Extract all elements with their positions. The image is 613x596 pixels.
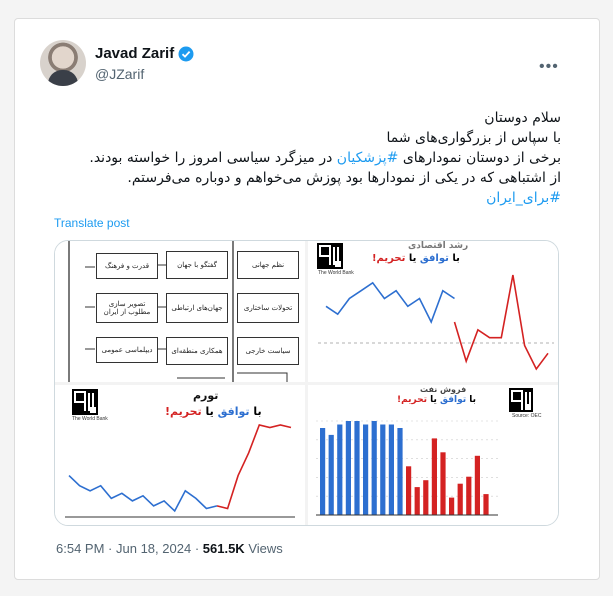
- bar-red: [475, 456, 480, 515]
- subtitle-part: با: [249, 405, 262, 418]
- growth-chart-plot: [308, 241, 559, 382]
- bar-red: [423, 480, 428, 515]
- views-count: 561.5K: [202, 541, 245, 556]
- tweet-line-text: برخی از دوستان نمودارهای: [398, 150, 561, 166]
- tweet-line: از اشتباهی که در یکی از نمودارها بود پوزش می‌خواهم و دوباره می‌فرستم.: [127, 170, 561, 186]
- hashtag-link[interactable]: #پزشکیان: [336, 150, 399, 166]
- tweet-line: [48, 148, 561, 168]
- bar-blue: [320, 428, 325, 515]
- translate-post-link[interactable]: Translate post: [54, 216, 130, 230]
- subtitle-part: با: [466, 395, 477, 405]
- diagram-box: گفتگو با جهان: [166, 251, 228, 279]
- post-time[interactable]: 6:54 PM: [56, 541, 105, 556]
- author-handle[interactable]: @JZarif: [95, 66, 145, 82]
- subtitle-agreement: توافق: [440, 395, 467, 405]
- series-line-red: [217, 425, 291, 509]
- subtitle-part: یا: [201, 405, 218, 418]
- tweet-text: [48, 108, 561, 208]
- diagram-box: نظم جهانی: [237, 251, 299, 279]
- media-image-growth-chart[interactable]: [308, 241, 559, 382]
- bar-red: [406, 466, 411, 515]
- bar-red: [466, 477, 471, 515]
- media-grid: [54, 240, 559, 526]
- tweet-line: سلام دوستان: [484, 110, 561, 126]
- tweet-line: با سپاس از بزرگواری‌های شما: [386, 130, 561, 146]
- bar-blue: [363, 425, 368, 516]
- tweet-line-text: در میزگرد سیاسی امروز را خواسته بودند.: [89, 150, 337, 166]
- subtitle-agreement: توافق: [217, 405, 250, 418]
- bar-red: [440, 452, 445, 515]
- bar-red: [483, 494, 488, 515]
- subtitle-part: یا: [427, 395, 441, 405]
- diagram-box: تصویر سازی مطلوب از ایران: [96, 293, 158, 323]
- subtitle-sanctions: تحریم!: [397, 395, 428, 405]
- subtitle-part: یا: [405, 253, 420, 264]
- diagram-box: همکاری منطقه‌ای: [166, 337, 228, 365]
- author-name-row[interactable]: [95, 45, 194, 62]
- chart-title: تورم: [193, 389, 219, 402]
- bar-red: [458, 484, 463, 515]
- bar-red: [449, 498, 454, 515]
- bar-blue: [329, 435, 334, 515]
- post-date[interactable]: Jun 18, 2024: [116, 541, 192, 556]
- bar-blue: [346, 421, 351, 515]
- bar-blue: [372, 421, 377, 515]
- qr-caption: Source: OEC: [512, 413, 542, 419]
- media-image-inflation-chart[interactable]: [55, 385, 305, 526]
- bar-blue: [354, 421, 359, 515]
- series-line-red: [455, 275, 549, 369]
- media-image-diagram[interactable]: [55, 241, 305, 382]
- oil-chart-plot: [308, 385, 559, 526]
- series-line-blue: [326, 283, 455, 322]
- subtitle-agreement: توافق: [419, 253, 449, 264]
- subtitle-sanctions: تحریم!: [165, 405, 202, 418]
- qr-caption: The World Bank: [318, 270, 354, 276]
- grid-divider: [55, 382, 559, 385]
- bar-blue: [397, 428, 402, 515]
- bar-blue: [380, 425, 385, 516]
- more-icon[interactable]: •••: [539, 58, 559, 75]
- bar-red: [415, 487, 420, 515]
- media-image-oil-chart[interactable]: [308, 385, 559, 526]
- subtitle-part: با: [448, 253, 460, 264]
- subtitle-sanctions: تحریم!: [372, 253, 406, 264]
- views-label: Views: [248, 541, 283, 556]
- diagram-box: جهان‌های ارتباطی: [166, 293, 228, 323]
- diagram-box: قدرت و فرهنگ: [96, 253, 158, 279]
- avatar[interactable]: [40, 40, 86, 86]
- hashtag-link[interactable]: #برای_ایران: [486, 190, 561, 206]
- diagram-box: دیپلماسی عمومی: [96, 337, 158, 363]
- chart-title: فروش نفت: [420, 385, 467, 394]
- qr-caption: The World Bank: [72, 416, 108, 422]
- post-meta: [56, 541, 283, 556]
- chart-title: رشد اقتصادی: [408, 241, 469, 251]
- diagram-box: تحولات ساختاری: [237, 293, 299, 323]
- author-name[interactable]: Javad Zarif: [95, 45, 175, 62]
- series-line-blue: [69, 476, 217, 511]
- tweet-line: [48, 188, 561, 208]
- bar-blue: [337, 425, 342, 516]
- inflation-chart-plot: [55, 385, 305, 526]
- bar-red: [432, 438, 437, 515]
- separator: ·: [194, 541, 203, 556]
- verified-badge-icon: [178, 46, 194, 62]
- diagram-box: سیاست خارجی: [237, 337, 299, 365]
- separator: ·: [108, 541, 116, 556]
- bar-blue: [389, 425, 394, 516]
